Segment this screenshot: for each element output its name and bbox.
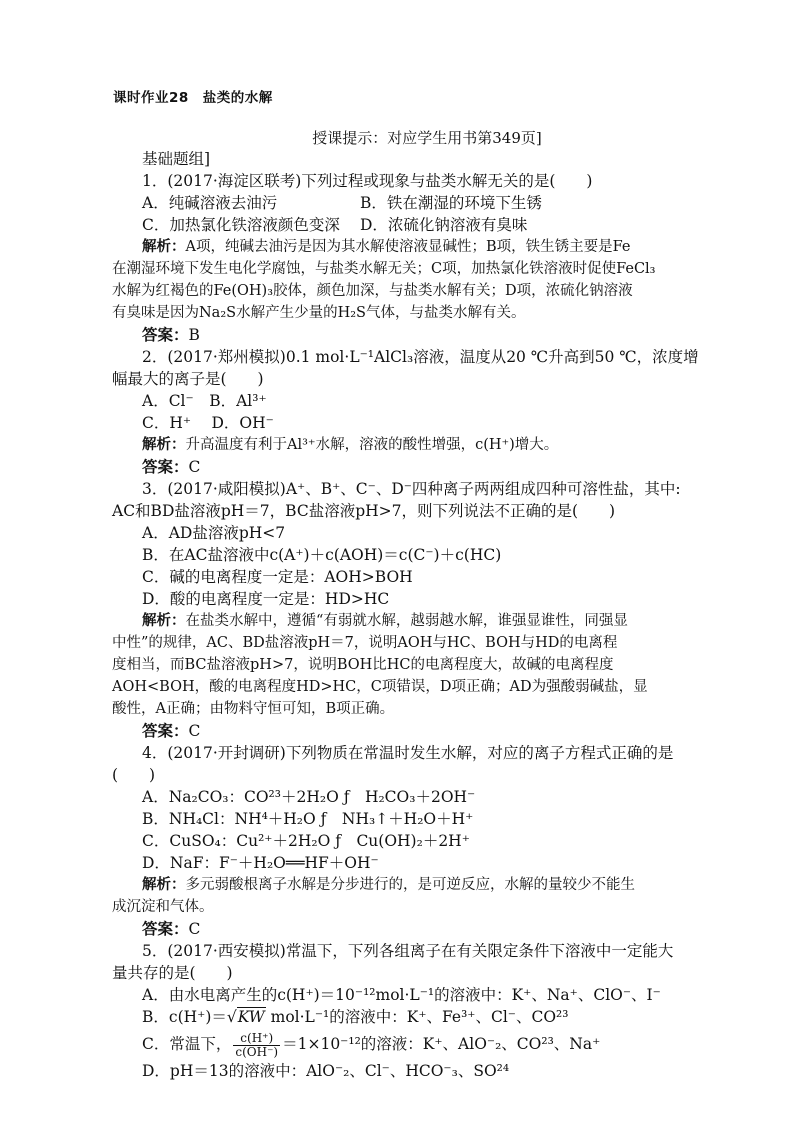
q1-option-b: B．铁在潮湿的环境下生锈 xyxy=(360,194,542,212)
q1-explanation-3: 水解为红褐色的Fe(OH)₃胶体，颜色加深，与盐类水解有关；D项，浓硫化钠溶液 xyxy=(112,283,633,299)
q4-answer-label: 答案： xyxy=(142,919,189,938)
q4-option-b: B．NH₄Cl：NH⁴＋H₂O ƒ NH₃↑＋H₂O＋H⁺ xyxy=(142,810,474,828)
q2-explanation-label: 解析： xyxy=(142,436,186,453)
q2-answer xyxy=(112,456,686,478)
q3-explanation-1 xyxy=(112,610,686,632)
q4-explanation-label: 解析： xyxy=(142,876,186,893)
q4-option-d: D．NaF：F⁻＋H₂O══HF＋OH⁻ xyxy=(142,854,379,872)
q3-explanation-4: AOH<BOH，酸的电离程度HD>HC，C项错误，D项正确；AD为强酸弱碱盐，显 xyxy=(112,679,648,695)
q3-stem-1: 3．(2017·咸阳模拟)A⁺、B⁺、C⁻、D⁻四种离子两两组成四种可溶性盐，其中: xyxy=(142,480,681,498)
q4-option-c: C．CuSO₄：Cu²⁺＋2H₂O ƒ Cu(OH)₂＋2H⁺ xyxy=(142,832,470,850)
content-body xyxy=(112,148,699,1082)
q1-option-d: D．浓硫化钠溶液有臭味 xyxy=(360,216,528,234)
q5-option-a: A．由水电离产生的c(H⁺)＝10⁻¹²mol·L⁻¹的溶液中：K⁺、Na⁺、ClO⁻、I⁻ xyxy=(142,986,661,1004)
q1-explanation-label: 解析： xyxy=(142,238,186,255)
q5-option-c xyxy=(112,1028,686,1060)
q5-option-c-suffix: ＝1×10⁻¹²的溶液：K⁺、AlO⁻₂、CO²³、Na⁺ xyxy=(282,1035,601,1053)
q4-option-a: A．Na₂CO₃：CO²³＋2H₂O ƒ H₂CO₃＋2OH⁻ xyxy=(142,788,476,806)
q3-option-a: A．AD盐溶液pH<7 xyxy=(142,524,286,542)
q3-option-c: C．碱的电离程度一定是：AOH>BOH xyxy=(142,568,413,586)
q4-answer-value: C xyxy=(188,920,201,938)
q5-option-c-fraction xyxy=(233,1032,280,1059)
question-5 xyxy=(112,940,686,1082)
q2-options-ab: A．Cl⁻ B．Al³⁺ xyxy=(142,392,267,410)
q3-stem-2: AC和BD盐溶液pH＝7，BC盐溶液pH>7，则下列说法不正确的是( ) xyxy=(112,502,616,520)
q4-answer xyxy=(112,918,686,940)
q3-explanation-text: 在盐类水解中，遵循“有弱就水解，越弱越水解，谁强显谁性，同强显 xyxy=(185,613,628,629)
q5-option-c-numerator: c(H⁺) xyxy=(233,1032,280,1046)
q2-stem-1: 2．(2017·郑州模拟)0.1 mol·L⁻¹AlCl₃溶液，温度从20 ℃升高到50 ℃，浓度增 xyxy=(142,348,699,366)
q1-option-a: A．纯碱溶液去油污 xyxy=(142,194,278,212)
q5-option-b-suffix: mol·L⁻¹的溶液中：K⁺、Fe³⁺、Cl⁻、CO²³ xyxy=(265,1008,569,1026)
q4-explanation-1 xyxy=(112,874,686,896)
q2-explanation-1 xyxy=(112,434,686,456)
q3-explanation-2: 中性”的规律，AC、BD盐溶液pH＝7，说明AOH与HC、BOH与HD的电离程 xyxy=(112,635,618,651)
q3-explanation-label: 解析： xyxy=(142,612,186,629)
question-2 xyxy=(112,346,699,478)
q2-options-cd: C．H⁺ D．OH⁻ xyxy=(142,414,274,432)
q1-explanation-1 xyxy=(112,236,686,258)
q1-stem: 1．(2017·海淀区联考)下列过程或现象与盐类水解无关的是( ) xyxy=(142,172,593,190)
q3-answer-label: 答案： xyxy=(142,721,189,740)
q3-option-d: D．酸的电离程度一定是：HD>HC xyxy=(142,590,390,608)
q5-option-d: D．pH＝13的溶液中：AlO⁻₂、Cl⁻、HCO⁻₃、SO²⁴ xyxy=(142,1062,510,1080)
q1-explanation-text: A项，纯碱去油污是因为其水解使溶液显碱性；B项，铁生锈主要是Fe xyxy=(185,239,631,255)
q4-stem-2: ( ) xyxy=(112,766,156,784)
q1-answer-label: 答案： xyxy=(142,325,189,344)
q1-options-cd xyxy=(112,214,686,236)
q4-explanation-text: 多元弱酸根离子水解是分步进行的，是可逆反应，水解的量较少不能生 xyxy=(185,877,635,893)
q2-answer-value: C xyxy=(188,458,201,476)
q3-explanation-5: 酸性，A正确；由物料守恒可知，B项正确。 xyxy=(112,701,395,717)
q1-options-ab xyxy=(112,192,686,214)
q5-stem-2: 量共存的是( ) xyxy=(112,964,233,982)
q5-option-c-denominator: c(OH⁻) xyxy=(235,1044,279,1059)
q4-stem-1: 4．(2017·开封调研)下列物质在常温时发生水解，对应的离子方程式正确的是 xyxy=(142,744,674,762)
q5-option-c-prefix: C．常温下， xyxy=(142,1035,232,1053)
q5-option-b xyxy=(112,1006,686,1028)
section-label: 基础题组] xyxy=(142,150,211,168)
q3-answer xyxy=(112,720,686,742)
q1-option-c: C．加热氯化铁溶液颜色变深 xyxy=(142,216,340,234)
q3-explanation-3: 度相当，而BC盐溶液pH>7，说明BOH比HC的电离程度大，故碱的电离程度 xyxy=(112,657,614,673)
q1-answer xyxy=(112,324,686,346)
q1-explanation-2: 在潮湿环境下发生电化学腐蚀，与盐类水解无关；C项，加热氯化铁溶液时促使FeCl₃ xyxy=(112,261,656,277)
question-1 xyxy=(112,170,686,346)
q3-answer-value: C xyxy=(188,722,201,740)
q3-option-b: B．在AC盐溶液中c(A⁺)＋c(AOH)＝c(C⁻)＋c(HC) xyxy=(142,546,502,564)
q5-stem-1: 5．(2017·西安模拟)常温下，下列各组离子在有关限定条件下溶液中一定能大 xyxy=(142,942,674,960)
q1-explanation-4: 有臭味是因为Na₂S水解产生少量的H₂S气体，与盐类水解有关。 xyxy=(112,305,526,321)
q5-option-b-kw: KW xyxy=(237,1008,265,1026)
q2-explanation-text: 升高温度有利于Al³⁺水解，溶液的酸性增强，c(H⁺)增大。 xyxy=(185,437,559,453)
q5-option-b-prefix: B．c(H⁺)＝√ xyxy=(142,1008,237,1026)
question-3 xyxy=(112,478,686,742)
q1-answer-value: B xyxy=(188,326,200,344)
q2-answer-label: 答案： xyxy=(142,457,189,476)
question-4 xyxy=(112,742,686,940)
teaching-hint: 授课提示：对应学生用书第349页] xyxy=(312,129,542,147)
q4-explanation-2: 成沉淀和气体。 xyxy=(112,899,214,915)
q2-stem-2: 幅最大的离子是( ) xyxy=(112,370,264,388)
page-title: 课时作业28 盐类的水解 xyxy=(113,90,273,106)
